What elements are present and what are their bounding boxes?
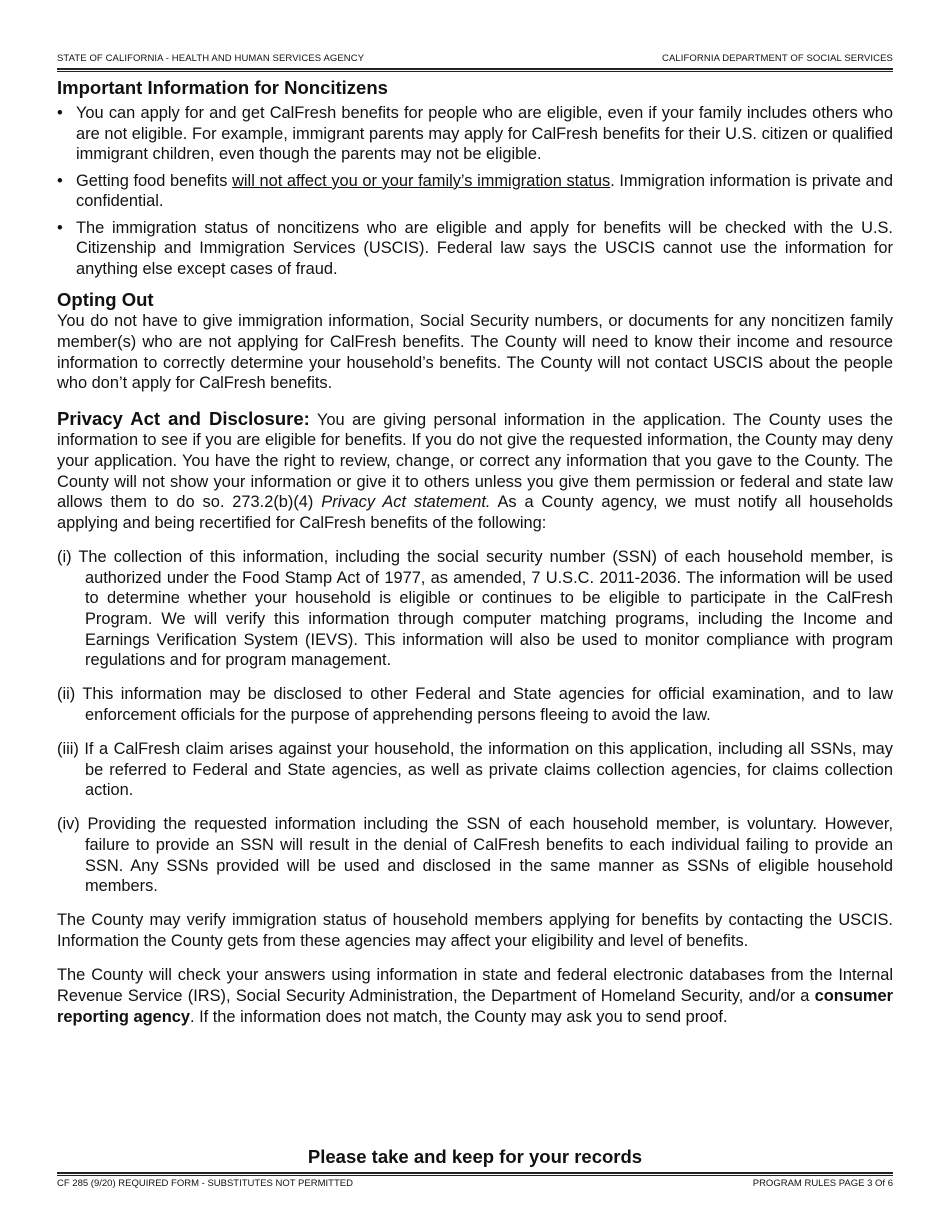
opting-out-heading: Opting Out [57,289,154,311]
keep-records-heading: Please take and keep for your records [307,1146,643,1167]
list-item: • The immigration status of noncitizens who are eligible and apply for benefits will be checked with the U.S. Citizenship and Immigration Services (USCIS). Federal law says the USCIS cannot use the information for anything else except cases of fraud. [57,218,893,278]
verify-databases-text: The County will check your answers using information in state and federal electronic databases from the Internal Revenue Service (IRS), Social Security Administration, the Department of Homeland Security, and/or a consumer reporting agency. If the information does not match, the County may ask you to send proof. [57,966,893,1026]
noncitizens-heading: Important Information for Noncitizens [57,77,388,98]
consumer-reporting-agency: consumer reporting agency [57,986,893,1026]
noncitizens-list [57,103,893,279]
page-footer [57,1178,893,1189]
privacy-item: (iii) If a CalFresh claim arises against your household, the information on this application, including all SSNs, may be referred to Federal and State agencies, as well as private claims collection agencies, for claims collection action. [57,740,893,800]
page-number: PROGRAM RULES PAGE 3 Of 6 [752,1178,893,1189]
privacy-item: (iv) Providing the requested information including the SSN of each household member, is voluntary. However, failure to provide an SSN will result in the denial of CalFresh benefits to each individual failing to provide an SSN. Any SSNs provided will be used and disclosed in the same manner as SSNs of eligible household members. [57,815,893,896]
bullet: • [57,104,63,122]
bullet: • [57,218,63,237]
list-item: • You can apply for and get CalFresh benefits for people who are eligible, even if your family includes others who are not eligible. For example, immigrant parents may apply for CalFresh benefits for their U.S. citizen or qualified immigrant children, even though the parents may not be eligible. [57,104,893,164]
page-header [57,53,893,64]
opting-out-section [57,289,893,393]
privacy-item: (ii) This information may be disclosed to other Federal and State agencies for official examination, and to law enforcement officials for the purpose of apprehending persons fleeing to avoid the law. [57,685,893,724]
privacy-heading: Privacy Act and Disclosure: [57,407,310,429]
privacy-items [57,547,893,896]
form-number: CF 285 (9/20) REQUIRED FORM - SUBSTITUTES NOT PERMITTED [57,1178,353,1189]
list-item: • Getting food benefits will not affect you or your family’s immigration status. Immigration information is private and confidential. [57,171,894,211]
privacy-paragraph: Privacy Act and Disclosure: You are giving personal information in the application. The County uses the information to see if you are eligible for benefits. If you do not give the requested information, the County may deny your application. You have the right to review, change, or correct any information that you gave to the County. The County will not show your information or give it to others unless you give them permission or federal and state law allows them to do so. 273.2(b)(4) Privacy Act statement. As a County agency, we must notify all households applying and being recertified for CalFresh benefits of the following: [57,407,893,532]
document-page [57,0,893,1230]
immigration-status-emphasis: will not affect you or your family’s immigration status [232,171,611,190]
main-content [57,77,893,1027]
header-agency: STATE OF CALIFORNIA - HEALTH AND HUMAN SERVICES AGENCY [57,53,365,64]
privacy-act-statement: Privacy Act statement. [321,493,491,512]
privacy-item: (i) The collection of this information, including the social security number (SSN) of each household member, is authorized under the Food Stamp Act of 1977, as amended, 7 U.S.C. 2011-2036. The information will be used to determine whether your household is eligible or continues to be eligible to participate in the CalFresh Program. We will verify this information through computer matching programs, including the Income and Earnings Verification System (IEVS). This information will also be used to monitor compliance with program regulations and for program management. [57,548,893,670]
bullet: • [57,171,63,190]
opting-out-text: You do not have to give immigration information, Social Security numbers, or documents for any noncitizen family member(s) who are not applying for CalFresh benefits. The County will need to know their income and resource information to correctly determine your household’s benefits. The County will not contact USCIS about the people who don’t apply for CalFresh benefits. [57,312,893,393]
header-department: CALIFORNIA DEPARTMENT OF SOCIAL SERVICES [662,53,893,64]
footer-rule [57,1172,893,1176]
header-rule [57,68,893,72]
privacy-section [57,409,893,897]
verify-immigration-text: The County may verify immigration status of household members applying for benefits by contacting the USCIS. Information the County gets from these agencies may affect your eligibility and level of benefits. [57,911,893,950]
